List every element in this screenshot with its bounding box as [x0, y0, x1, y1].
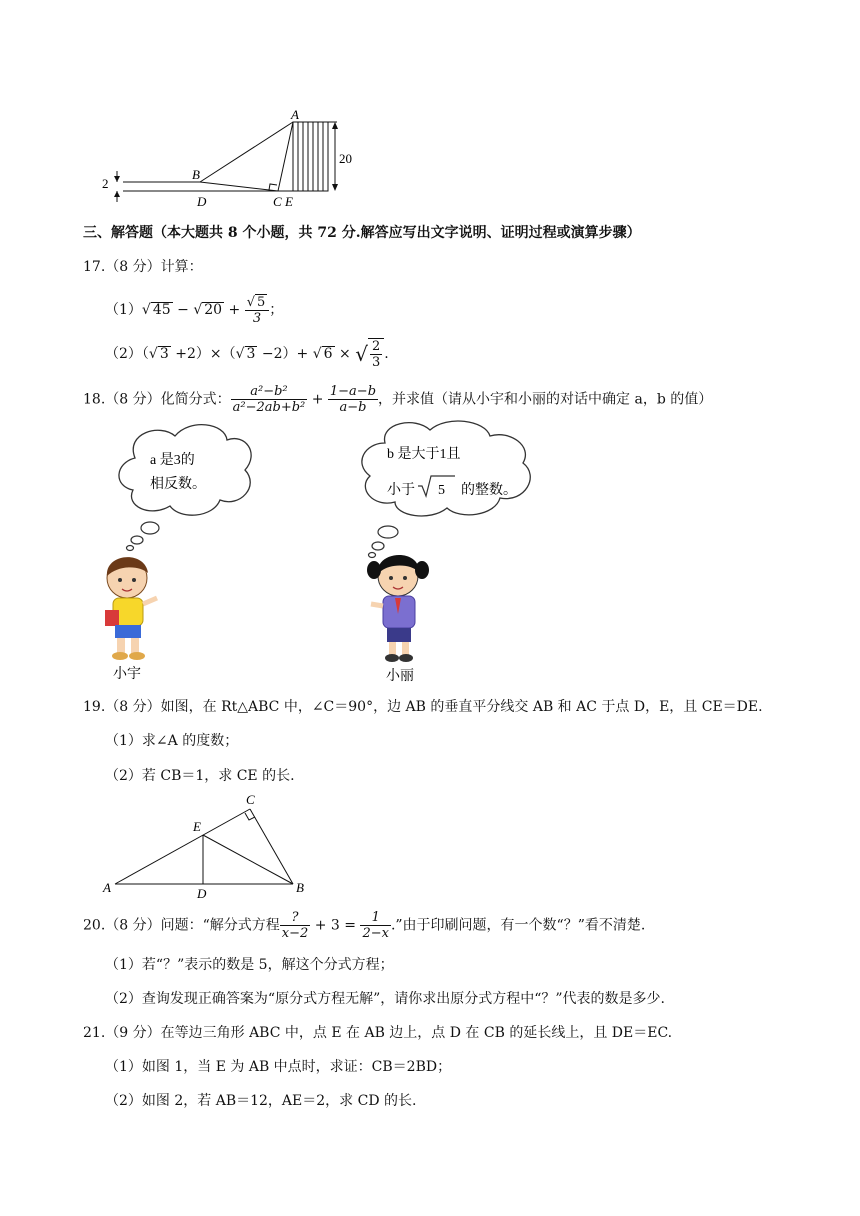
q17-p1-op2: + — [224, 302, 245, 318]
q20-pre: 20.（8 分）问题：“解分式方程 — [83, 917, 280, 934]
q20-f1-num: ? — [280, 910, 311, 926]
bubble1-line1: a 是3的 — [150, 453, 195, 468]
q17-p2-fraction — [368, 338, 384, 370]
q18-plus: + — [307, 391, 328, 408]
q17-p2-num: 2 — [371, 339, 381, 354]
q19-part1: （1）求∠A 的度数； — [105, 733, 239, 749]
q17-part2: （2）（√ 3 +2）×（√ 3 −2）+ √ 6 × √ $\frac{2}{3}$ . — [105, 339, 389, 370]
label-20: 20 — [339, 151, 352, 166]
fig19-label-D: D — [197, 886, 207, 898]
q17-p2-den: 3 — [371, 355, 381, 370]
q20-mid: + 3 = — [310, 917, 361, 934]
q18-line — [83, 384, 712, 415]
q18-f2-den: a−b — [339, 400, 367, 415]
bubble2-post: 的整数。 — [461, 483, 517, 498]
thought-bubble-right — [362, 421, 530, 557]
label-C: C — [273, 194, 282, 209]
q17-p1-label: （1） — [105, 302, 142, 318]
q17-p2-label: （2）（ — [105, 346, 149, 362]
thought-bubble-left — [119, 425, 251, 551]
bubble2-pre: 小于 — [387, 483, 415, 498]
q19-figure — [95, 788, 320, 898]
q19-line1: 19.（8 分）如图，在 Rt△ABC 中，∠C＝90°，边 AB 的垂直平分线交 AB 和 AC 于点 D，E，且 CE＝DE. — [83, 699, 763, 715]
q17-p2-end: . — [384, 346, 389, 362]
q17-p1-end: ； — [269, 302, 284, 318]
q17-p1-num: 5 — [257, 295, 266, 310]
q18-illustration — [95, 418, 555, 686]
q20-f2-den: 2−x — [362, 926, 389, 941]
q20-post: .”由于印刷问题，有一个数“？”看不清楚. — [390, 917, 646, 934]
girl-figure — [367, 555, 429, 662]
q17-p1-op1: − — [172, 302, 194, 318]
q17-p1-den: 3 — [252, 311, 262, 326]
q17-p2-rad-c: 6 — [323, 346, 333, 362]
q18-fraction-1 — [231, 384, 308, 415]
name-girl: 小丽 — [386, 669, 414, 684]
q17-p2-rad-b: 3 — [246, 346, 256, 362]
q18-head: 18.（8 分）化简分式： — [83, 391, 231, 408]
label-D: D — [197, 194, 207, 209]
q18-f2-num: 1−a−b — [329, 384, 377, 399]
q20-fraction-2 — [360, 910, 391, 941]
section-title: 三、解答题（本大题共 8 个小题，共 72 分.解答应写出文字说明、证明过程或演算步骤） — [83, 225, 641, 241]
bubble1-line2: 相反数。 — [150, 477, 206, 492]
q18-fraction-2 — [328, 384, 378, 415]
q20-line1 — [83, 910, 645, 941]
label-A: A — [291, 107, 299, 122]
q17-p1-rad-a: 45 — [152, 302, 171, 318]
q17-p2-rad-a: 3 — [159, 346, 169, 362]
q17-p2-t2: −2）+ — [257, 346, 313, 362]
q20-fraction-1 — [280, 910, 311, 941]
q18-tail: ，并求值（请从小宇和小丽的对话中确定 a，b 的值） — [378, 391, 713, 408]
q17-p1-fraction: $\frac{√ 5}{3}$ — [245, 294, 270, 326]
q20-part2: （2）查询发现正确答案为“原分式方程无解”，请你求出原分式方程中“？”代表的数是多少. — [105, 991, 665, 1007]
bubble2-rad: 5 — [438, 483, 445, 498]
q21-part1: （1）如图 1，当 E 为 AB 中点时，求证：CB＝2BD； — [105, 1059, 452, 1075]
q17-p2-t1: +2）×（ — [170, 346, 236, 362]
fig19-label-C: C — [246, 792, 255, 807]
q17-p2-t3: × — [334, 346, 356, 362]
q17-heading: 17.（8 分）计算： — [83, 259, 203, 275]
fig19-label-B: B — [296, 880, 304, 895]
label-E: E — [285, 194, 293, 209]
q18-f1-num: a²−b² — [231, 384, 308, 400]
name-boy: 小宇 — [113, 667, 141, 682]
q19-part2: （2）若 CB＝1，求 CE 的长. — [105, 768, 295, 784]
boy-figure — [105, 557, 157, 660]
q21-line1: 21.（9 分）在等边三角形 ABC 中，点 E 在 AB 边上，点 D 在 CB 的延长线上，且 DE＝EC. — [83, 1025, 673, 1041]
label-B: B — [192, 167, 200, 182]
q21-part2: （2）如图 2，若 AB＝12，AE＝2，求 CD 的长. — [105, 1093, 417, 1109]
q20-part1: （1）若“？”表示的数是 5，解这个分式方程； — [105, 957, 394, 973]
label-2: 2 — [102, 176, 109, 191]
q17-p1-rad-b: 20 — [204, 302, 223, 318]
fig19-label-E: E — [193, 819, 201, 834]
q20-f2-num: 1 — [360, 910, 391, 926]
fig19-label-A: A — [103, 880, 111, 895]
q17-part1: （1）√ 45 − √ 20 + $\frac{√ 5}{3}$ ； — [105, 295, 284, 326]
q20-f1-den: x−2 — [281, 926, 309, 941]
q18-f1-den: a²−2ab+b² — [232, 400, 306, 415]
bubble2-line1: b 是大于1且 — [387, 447, 461, 462]
top-figure — [95, 105, 360, 215]
